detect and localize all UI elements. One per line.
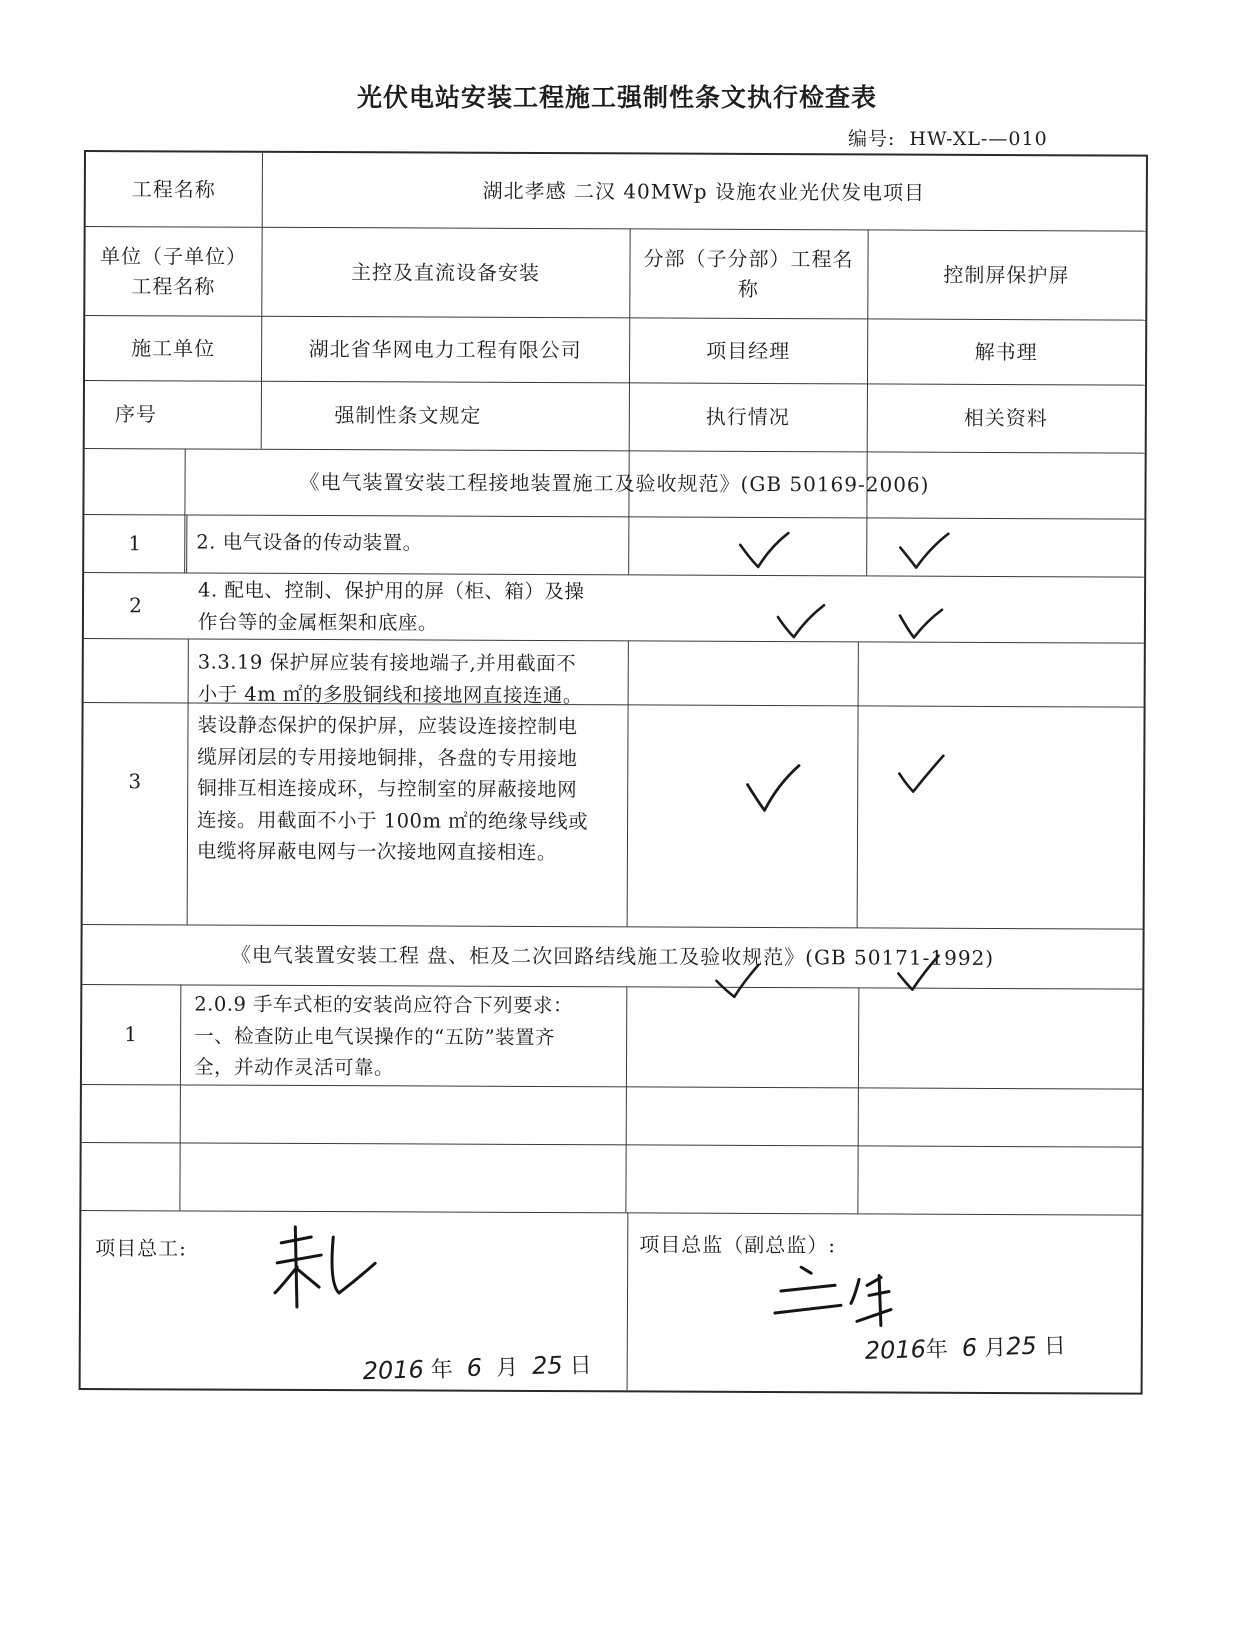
- unit-label-line2: 工程名称: [131, 273, 216, 299]
- code-value: HW-XL-—010: [909, 128, 1048, 150]
- code-label: 编号:: [848, 128, 896, 150]
- subdivision-label-line1: 分部（子分部）工程名: [643, 245, 854, 271]
- manager-value: 解书理: [974, 339, 1038, 364]
- clause-text: [180, 984, 626, 1086]
- date-month: 6: [466, 1353, 483, 1383]
- date-year: 2016: [362, 1355, 425, 1386]
- inspection-form: [79, 150, 1148, 1395]
- clause-line: 小于 4m ㎡的多股铜线和接地网直接连通。: [197, 682, 583, 707]
- checkmark-icon: [896, 602, 952, 646]
- col-header-clause: 强制性条文规定: [334, 403, 482, 428]
- chief-engineer-label: 项目总工:: [95, 1236, 188, 1261]
- unit-label-line1: 单位（子单位）: [99, 243, 248, 269]
- document-title: 光伏电站安装工程施工强制性条文执行检查表: [356, 83, 877, 112]
- row-divider: [82, 1142, 1142, 1148]
- subdivision-label-line2: 称: [737, 276, 759, 301]
- column-divider: [857, 641, 859, 927]
- row-divider: [81, 1210, 1141, 1216]
- row-number: 1: [124, 1022, 139, 1047]
- clause-line: 装设静态保护的保护屏，应装设连接控制电: [197, 713, 578, 739]
- checkmark-icon: [896, 530, 952, 574]
- clause-line: 电缆将屏蔽电网与一次接地网直接相连。: [196, 839, 558, 865]
- date-month: 6: [961, 1333, 978, 1362]
- chief-engineer-signature: [271, 1223, 391, 1314]
- subdivision-value: 控制屏保护屏: [943, 262, 1070, 287]
- col-header-status: 执行情况: [705, 404, 790, 430]
- date-day-unit: 日: [1043, 1333, 1067, 1360]
- clause-line: 缆屏闭层的专用接地铜排，各盘的专用接地: [197, 745, 578, 770]
- row-number: 2: [129, 593, 143, 618]
- date-day: 25: [1005, 1331, 1038, 1361]
- project-name-label: 工程名称: [131, 177, 216, 202]
- checkmark-icon: [895, 754, 951, 798]
- clause-line: 全，并动作灵活可靠。: [193, 1055, 395, 1080]
- col-header-seq: 序号: [114, 402, 157, 427]
- checkmark-icon: [736, 529, 792, 573]
- contractor-value: 湖北省华网电力工程有限公司: [308, 336, 582, 362]
- clause-line: 3.3.19 保护屏应装有接地端子,并用截面不: [197, 650, 577, 676]
- clause-text: [186, 514, 628, 574]
- unit-label: [85, 226, 261, 316]
- clause-line: 2. 电气设备的传动装置。: [196, 530, 423, 555]
- project-name-value: 湖北孝感 二汉 40MWp 设施农业光伏发电项目: [482, 178, 926, 205]
- checkmark-icon: [743, 761, 803, 817]
- date-year: 2016: [864, 1335, 927, 1365]
- checkmark-icon: [774, 599, 830, 643]
- clause-line: 4. 配电、控制、保护用的屏（柜、箱）及操: [198, 578, 585, 604]
- checkmark-icon: [712, 959, 768, 1003]
- date-year-unit: 年: [925, 1337, 949, 1364]
- supervisor-label: 项目总监（副总监）:: [639, 1232, 837, 1258]
- date-month-unit: 月: [983, 1335, 1007, 1362]
- contractor-label: 施工单位: [131, 335, 216, 361]
- clause-line: 2.0.9 手车式柜的安装尚应符合下列要求：: [194, 992, 574, 1018]
- supervisor-signature: [771, 1255, 911, 1336]
- clause-line: 一、检查防止电气误操作的“五防”装置齐: [194, 1023, 556, 1049]
- clause-text: [187, 638, 628, 926]
- supervisor-date: [864, 1329, 1066, 1366]
- clause-line: 铜排互相连接成环，与控制室的屏蔽接地网: [197, 776, 578, 802]
- clause-text: [188, 572, 628, 640]
- row-number: 1: [128, 531, 143, 556]
- date-day: 25: [531, 1351, 564, 1381]
- date-month-unit: 月: [495, 1355, 519, 1382]
- standard-heading: 《电气装置安装工程接地装置施工及验收规范》(GB 50169-2006): [299, 469, 930, 497]
- chief-engineer-date: [362, 1348, 592, 1386]
- date-year-unit: 年: [430, 1357, 454, 1384]
- row-number: 3: [128, 769, 143, 794]
- manager-label: 项目经理: [706, 338, 791, 363]
- checkmark-icon: [894, 954, 950, 998]
- column-divider: [857, 987, 859, 1213]
- column-divider: [627, 1212, 629, 1392]
- clause-line: 作台等的金属框架和底座。: [197, 610, 439, 635]
- unit-value: 主控及直流设备安装: [350, 259, 541, 285]
- col-header-docs: 相关资料: [963, 405, 1048, 431]
- date-day-unit: 日: [569, 1353, 593, 1379]
- subdivision-label: [629, 228, 867, 318]
- document-code: [848, 124, 1048, 151]
- clause-line: 连接。用截面不小于 100m ㎡的绝缘导线或: [197, 807, 589, 833]
- standard-heading: 《电气装置安装工程 盘、柜及二次回路结线施工及验收规范》(GB 50171-1992): [230, 942, 995, 970]
